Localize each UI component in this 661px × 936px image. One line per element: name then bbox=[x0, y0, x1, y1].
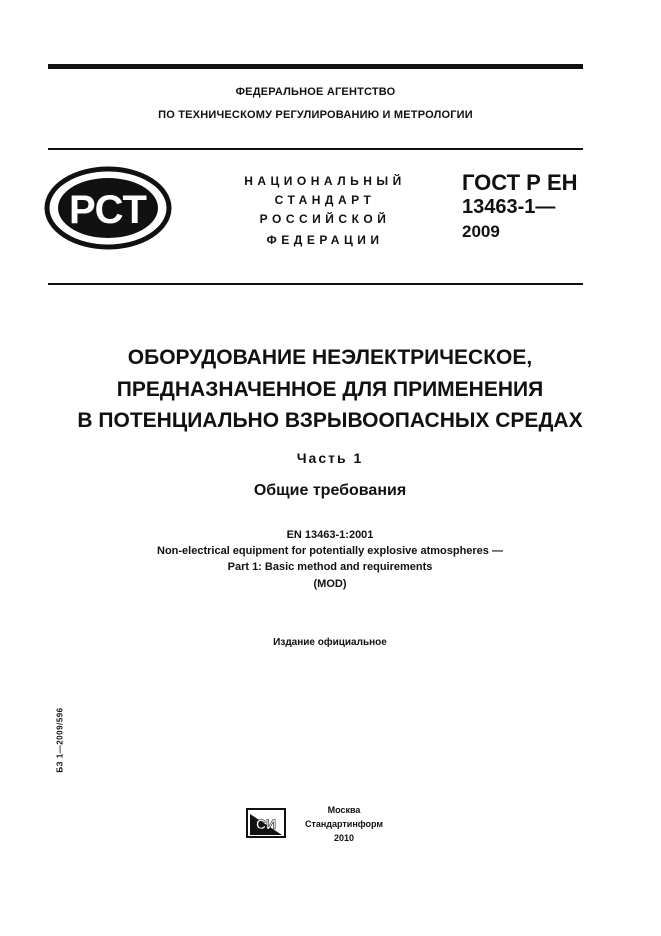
publisher-city: Москва bbox=[327, 805, 361, 815]
en-reference-line-1: EN 13463-1:2001 bbox=[286, 529, 374, 541]
agency-line-2: ПО ТЕХНИЧЕСКОМУ РЕГУЛИРОВАНИЮ И МЕТРОЛОГИИ bbox=[158, 109, 473, 121]
en-reference-line-3: Part 1: Basic method and requirements bbox=[227, 561, 433, 573]
publisher-year: 2010 bbox=[333, 833, 355, 843]
top-rule bbox=[48, 64, 583, 69]
national-standard-line-2: СТАНДАРТ bbox=[274, 193, 376, 207]
logo-letters: РСТ bbox=[68, 188, 148, 232]
national-standard-line-1: НАЦИОНАЛЬНЫЙ bbox=[244, 174, 406, 188]
document-title-line-1: ОБОРУДОВАНИЕ НЕЭЛЕКТРИЧЕСКОЕ, bbox=[127, 346, 533, 369]
edition-label: Издание официальное bbox=[273, 637, 387, 648]
national-standard-line-3: РОССИЙСКОЙ bbox=[259, 212, 391, 226]
part-subtitle: Общие требования bbox=[253, 482, 407, 499]
en-reference-line-4: (MOD) bbox=[313, 578, 347, 590]
agency-line-1: ФЕДЕРАЛЬНОЕ АГЕНТСТВО bbox=[235, 86, 396, 98]
part-number: Часть 1 bbox=[296, 450, 364, 466]
standard-designation-line-2: 13463-1— bbox=[462, 196, 556, 218]
national-standard-line-4: ФЕДЕРАЦИИ bbox=[266, 233, 384, 247]
header-divider bbox=[48, 148, 583, 150]
standartinform-logo-icon bbox=[246, 808, 286, 838]
standard-designation-line-1: ГОСТ Р ЕН bbox=[462, 170, 578, 195]
document-title-line-2: ПРЕДНАЗНАЧЕННОЕ ДЛЯ ПРИМЕНЕНИЯ bbox=[116, 378, 544, 401]
document-title-line-3: В ПОТЕНЦИАЛЬНО ВЗРЫВООПАСНЫХ СРЕДАХ bbox=[77, 409, 583, 432]
standard-designation-line-3: 2009 bbox=[462, 222, 500, 241]
publisher-logo-letters: СИ bbox=[255, 816, 277, 832]
side-id: БЗ 1—2009/596 bbox=[55, 707, 65, 773]
gost-r-logo-icon bbox=[44, 166, 172, 250]
en-reference-line-2: Non-electrical equipment for potentially explosive atmospheres — bbox=[157, 545, 503, 557]
publisher-name: Стандартинформ bbox=[304, 819, 384, 829]
title-divider bbox=[48, 283, 583, 285]
